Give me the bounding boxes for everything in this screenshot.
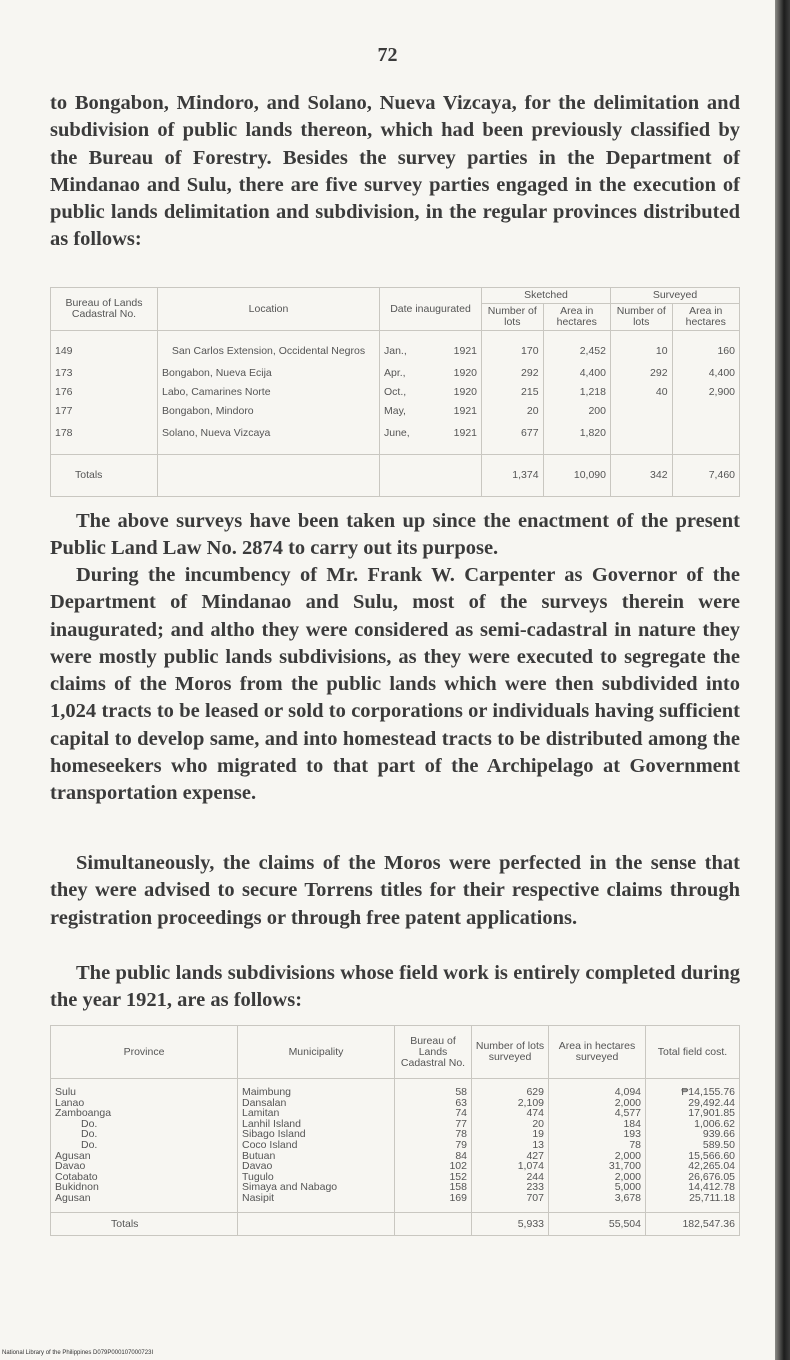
cadastral-no: 102 xyxy=(395,1161,472,1172)
date-year: 1920 xyxy=(453,386,477,399)
paragraph-moros: Simultaneously, the claims of the Moros were perfected in the sense that they were advised to secure Torrens titles for their respective claims through registration proceedings or through free patent applications. xyxy=(50,852,740,929)
table-row xyxy=(51,331,740,365)
totals-row xyxy=(51,455,740,497)
header-cadastral-no: Bureau of Lands Cadastral No. xyxy=(51,288,158,331)
date-month: Oct., xyxy=(384,386,407,399)
surveyed-lots xyxy=(610,421,672,455)
header-cost: Total field cost. xyxy=(646,1026,740,1079)
lots: 707 xyxy=(472,1193,549,1212)
area: 193 xyxy=(549,1129,646,1140)
cost: ₱14,155.76 xyxy=(646,1079,740,1098)
area: 2,000 xyxy=(549,1151,646,1162)
sketched-lots: 215 xyxy=(482,383,544,402)
date-cell xyxy=(380,421,482,455)
total-sketched-area: 10,090 xyxy=(543,455,610,497)
cadastral-no: 152 xyxy=(395,1172,472,1183)
cost: 14,412.78 xyxy=(646,1182,740,1193)
cadastral-no: 78 xyxy=(395,1129,472,1140)
header-area: Area in hectares surveyed xyxy=(549,1026,646,1079)
cadastral-no: 79 xyxy=(395,1140,472,1151)
header-sketched-lots: Number of lots xyxy=(482,304,544,331)
cost: 25,711.18 xyxy=(646,1193,740,1212)
total-cost: 182,547.36 xyxy=(646,1212,740,1236)
book-gutter xyxy=(775,0,790,1360)
municipality: Tugulo xyxy=(238,1172,395,1183)
cadastral-no: 63 xyxy=(395,1098,472,1109)
surveyed-lots xyxy=(610,402,672,421)
cost: 17,901.85 xyxy=(646,1108,740,1119)
cadastral-no: 173 xyxy=(51,364,158,383)
page-number: 72 xyxy=(377,44,398,66)
surveyed-area: 4,400 xyxy=(672,364,739,383)
surveyed-lots: 40 xyxy=(610,383,672,402)
sketched-area: 2,452 xyxy=(543,331,610,365)
province: Bukidnon xyxy=(51,1182,238,1193)
cadastral-no: 169 xyxy=(395,1193,472,1212)
lots: 474 xyxy=(472,1108,549,1119)
location: Bongabon, Mindoro xyxy=(158,402,380,421)
municipality: Lanhil Island xyxy=(238,1119,395,1130)
province: Cotabato xyxy=(51,1172,238,1183)
municipality: Sibago Island xyxy=(238,1129,395,1140)
header-sketched: Sketched xyxy=(482,288,611,304)
date-year: 1921 xyxy=(453,427,477,440)
surveyed-area: 160 xyxy=(672,331,739,365)
municipality: Davao xyxy=(238,1161,395,1172)
area: 78 xyxy=(549,1140,646,1151)
header-surveyed-lots: Number of lots xyxy=(610,304,672,331)
surveyed-lots: 10 xyxy=(610,331,672,365)
header-date: Date inaugurated xyxy=(380,288,482,331)
area: 31,700 xyxy=(549,1161,646,1172)
cadastral-no: 158 xyxy=(395,1182,472,1193)
cadastral-no: 176 xyxy=(51,383,158,402)
municipality: Maimbung xyxy=(238,1079,395,1098)
sketched-area: 4,400 xyxy=(543,364,610,383)
date-cell xyxy=(380,383,482,402)
total-surveyed-lots: 342 xyxy=(610,455,672,497)
table-row xyxy=(51,1140,740,1151)
municipality: Butuan xyxy=(238,1151,395,1162)
lots: 629 xyxy=(472,1079,549,1098)
scan-footer: National Library of the Philippines D079P000107000723I xyxy=(2,1350,154,1356)
paragraph-carpenter: During the incumbency of Mr. Frank W. Carpenter as Governor of the Department of Mindanao and Sulu, most of the surveys therein were inaugurated; and altho they were considered as semi-cadastral in nature they were mostly public lands subdivisions, as they were executed to segregate the claims of the Moros from the public lands which were then subdivided into 1,024 tracts to be leased or sold to corporations or individuals having sufficient capital to develop same, and into homestead tracts to be distributed among the homeseekers who migrated to that part of the Archipelago at Government transportation expense. xyxy=(50,564,740,805)
paragraph-subdivisions: The public lands subdivisions whose field work is entirely completed during the year 1921, are as follows: xyxy=(50,962,740,1012)
date-cell xyxy=(380,402,482,421)
table-row xyxy=(51,1079,740,1098)
header-location: Location xyxy=(158,288,380,331)
sketched-area: 1,218 xyxy=(543,383,610,402)
sketched-area: 200 xyxy=(543,402,610,421)
date-month: May, xyxy=(384,405,406,418)
total-area: 55,504 xyxy=(549,1212,646,1236)
cadastral-no: 84 xyxy=(395,1151,472,1162)
cadastral-no: 77 xyxy=(395,1119,472,1130)
cost: 1,006.62 xyxy=(646,1119,740,1130)
province: Lanao xyxy=(51,1098,238,1109)
area: 4,577 xyxy=(549,1108,646,1119)
area: 184 xyxy=(549,1119,646,1130)
province: Do. xyxy=(51,1140,238,1151)
area: 2,000 xyxy=(549,1172,646,1183)
sketched-lots: 170 xyxy=(482,331,544,365)
cost: 42,265.04 xyxy=(646,1161,740,1172)
area: 3,678 xyxy=(549,1193,646,1212)
municipality: Lamitan xyxy=(238,1108,395,1119)
sketched-lots: 20 xyxy=(482,402,544,421)
lots: 233 xyxy=(472,1182,549,1193)
header-province: Province xyxy=(51,1026,238,1079)
totals-label: Totals xyxy=(51,455,158,497)
sketched-lots: 677 xyxy=(482,421,544,455)
paragraph-intro: to Bongabon, Mindoro, and Solano, Nueva Vizcaya, for the delimitation and subdivision of public lands thereon, which had been previously classified by the Bureau of Forestry. Besides the survey parties in the Department of Mindanao and Sulu, there are five survey parties engaged in the execution of public lands delimitation and subdivision, in the regular provinces distributed as follows: xyxy=(50,92,740,251)
header-sketched-area: Area in hectares xyxy=(543,304,610,331)
province: Davao xyxy=(51,1161,238,1172)
header-cadastral-no: Bureau of Lands Cadastral No. xyxy=(395,1026,472,1079)
location: Labo, Camarines Norte xyxy=(158,383,380,402)
lots: 427 xyxy=(472,1151,549,1162)
survey-parties-table xyxy=(50,287,740,497)
table-row xyxy=(51,402,740,421)
totals-row xyxy=(51,1212,740,1236)
lots: 244 xyxy=(472,1172,549,1183)
total-surveyed-area: 7,460 xyxy=(672,455,739,497)
date-cell xyxy=(380,364,482,383)
date-cell xyxy=(380,331,482,365)
location: San Carlos Extension, Occidental Negros xyxy=(158,331,380,365)
paragraph-surveys: The above surveys have been taken up since the enactment of the present Public Land Law No. 2874 to carry out its purpose. xyxy=(50,510,740,560)
surveyed-area: 2,900 xyxy=(672,383,739,402)
header-surveyed-area: Area in hectares xyxy=(672,304,739,331)
cost: 26,676.05 xyxy=(646,1172,740,1183)
cost: 589.50 xyxy=(646,1140,740,1151)
lots: 19 xyxy=(472,1129,549,1140)
cadastral-no: 149 xyxy=(51,331,158,365)
table-row xyxy=(51,421,740,455)
lots: 2,109 xyxy=(472,1098,549,1109)
cost: 15,566.60 xyxy=(646,1151,740,1162)
total-sketched-lots: 1,374 xyxy=(482,455,544,497)
location: Bongabon, Nueva Ecija xyxy=(158,364,380,383)
table-row xyxy=(51,383,740,402)
cadastral-no: 74 xyxy=(395,1108,472,1119)
subdivisions-table xyxy=(50,1025,740,1236)
municipality: Dansalan xyxy=(238,1098,395,1109)
area: 5,000 xyxy=(549,1182,646,1193)
table-row xyxy=(51,364,740,383)
cadastral-no: 58 xyxy=(395,1079,472,1098)
date-month: Jan., xyxy=(384,345,407,358)
lots: 1,074 xyxy=(472,1161,549,1172)
province: Agusan xyxy=(51,1151,238,1162)
header-municipality: Municipality xyxy=(238,1026,395,1079)
table-row xyxy=(51,1193,740,1212)
municipality: Simaya and Nabago xyxy=(238,1182,395,1193)
area: 2,000 xyxy=(549,1098,646,1109)
surveyed-area xyxy=(672,421,739,455)
date-year: 1921 xyxy=(453,405,477,418)
date-year: 1920 xyxy=(453,367,477,380)
date-month: Apr., xyxy=(384,367,406,380)
date-year: 1921 xyxy=(453,345,477,358)
municipality: Coco Island xyxy=(238,1140,395,1151)
location: Solano, Nueva Vizcaya xyxy=(158,421,380,455)
cadastral-no: 178 xyxy=(51,421,158,455)
surveyed-lots: 292 xyxy=(610,364,672,383)
cadastral-no: 177 xyxy=(51,402,158,421)
province: Do. xyxy=(51,1119,238,1130)
cost: 939.66 xyxy=(646,1129,740,1140)
totals-label: Totals xyxy=(51,1212,238,1236)
area: 4,094 xyxy=(549,1079,646,1098)
sketched-lots: 292 xyxy=(482,364,544,383)
province: Do. xyxy=(51,1129,238,1140)
sketched-area: 1,820 xyxy=(543,421,610,455)
municipality: Nasipit xyxy=(238,1193,395,1212)
lots: 13 xyxy=(472,1140,549,1151)
province: Zamboanga xyxy=(51,1108,238,1119)
date-month: June, xyxy=(384,427,410,440)
province: Sulu xyxy=(51,1079,238,1098)
province: Agusan xyxy=(51,1193,238,1212)
cost: 29,492.44 xyxy=(646,1098,740,1109)
surveyed-area xyxy=(672,402,739,421)
lots: 20 xyxy=(472,1119,549,1130)
header-lots: Number of lots surveyed xyxy=(472,1026,549,1079)
total-lots: 5,933 xyxy=(472,1212,549,1236)
header-surveyed: Surveyed xyxy=(610,288,739,304)
